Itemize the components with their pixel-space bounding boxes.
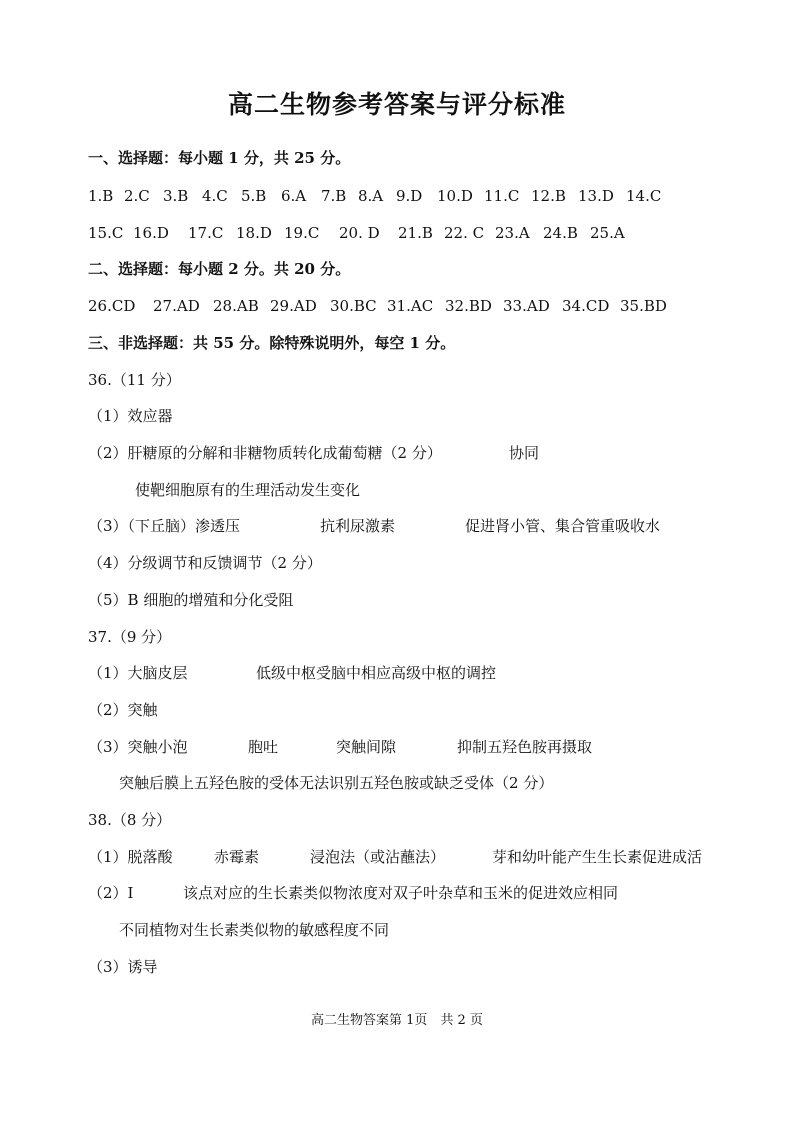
page-footer: 高二生物答案第 1页 共 2 页 [311, 1013, 483, 1028]
answer-item: 33.AD [503, 297, 550, 315]
q37-part1-answer1: （1）大脑皮层 [88, 664, 188, 682]
q38-part1-answer1: （1）脱落酸 [88, 848, 173, 866]
answer-item: 26.CD [88, 297, 136, 315]
answer-item: 2.C [124, 187, 150, 205]
q38-part2-answer3: 不同植物对生长素类似物的敏感程度不同 [119, 921, 390, 939]
q36-part2-answer3: 使靶细胞原有的生理活动发生变化 [135, 481, 361, 499]
answer-item: 13.D [578, 187, 614, 205]
q36-part2-answer2: 协同 [509, 444, 540, 462]
answer-item: 27.AD [153, 297, 200, 315]
answer-item: 15.C [88, 224, 124, 242]
section1-heading: 一、选择题：每小题 1 分，共 25 分。 [88, 149, 351, 167]
answer-item: 11.C [484, 187, 520, 205]
answer-item: 4.C [202, 187, 228, 205]
q36-part3-answer3: 促进肾小管、集合管重吸收水 [465, 517, 661, 535]
answer-item: 10.D [437, 187, 473, 205]
q37-part3-answer3: 突触间隙 [336, 738, 397, 756]
answer-item: 17.C [188, 224, 224, 242]
answer-item: 31.AC [387, 297, 434, 315]
q38-part2-answer2: 该点对应的生长素类似物浓度对双子叶杂草和玉米的促进效应相同 [183, 884, 619, 902]
answer-item: 23.A [495, 224, 530, 242]
q37-part3-answer5: 突触后膜上五羟色胺的受体无法识别五羟色胺或缺乏受体（2 分） [119, 774, 554, 792]
answer-item: 18.D [236, 224, 272, 242]
q37-part3-answer2: 胞吐 [248, 738, 279, 756]
q36-part3-answer2: 抗利尿激素 [320, 517, 396, 535]
answer-item: 1.B [88, 187, 114, 205]
answer-item: 5.B [241, 187, 267, 205]
q38-part1-answer3: 浸泡法（或沾蘸法） [310, 848, 446, 866]
answer-item: 32.BD [445, 297, 492, 315]
answer-item: 28.AB [213, 297, 259, 315]
q37-part2: （2）突触 [88, 701, 158, 719]
q38-part1-answer4: 芽和幼叶能产生生长素促进成活 [492, 848, 703, 866]
q36-part5: （5）B 细胞的增殖和分化受阻 [88, 591, 294, 609]
q38-header: 38.（8 分） [88, 811, 172, 829]
answer-item: 35.BD [620, 297, 667, 315]
page-title: 高二生物参考答案与评分标准 [227, 90, 566, 119]
q36-part2-answer1: （2）肝糖原的分解和非糖物质转化成葡萄糖（2 分） [88, 444, 442, 462]
q37-part3-answer4: 抑制五羟色胺再摄取 [457, 738, 593, 756]
section2-heading: 二、选择题：每小题 2 分。共 20 分。 [88, 260, 351, 278]
answer-item: 3.B [163, 187, 189, 205]
q36-header: 36.（11 分） [88, 371, 181, 389]
section3-heading: 三、非选择题：共 55 分。除特殊说明外，每空 1 分。 [88, 334, 456, 352]
answer-item: 22. C [444, 224, 485, 242]
answer-item: 20. D [339, 224, 380, 242]
q36-part3-answer1: （3）（下丘脑）渗透压 [88, 517, 241, 535]
answer-item: 14.C [626, 187, 662, 205]
answer-item: 21.B [398, 224, 433, 242]
answer-item: 6.A [281, 187, 307, 205]
q38-part1-answer2: 赤霉素 [214, 848, 260, 866]
answer-item: 9.D [396, 187, 423, 205]
q36-part1: （1）效应器 [88, 407, 173, 425]
q37-part1-answer2: 低级中枢受脑中相应高级中枢的调控 [256, 664, 497, 682]
answer-item: 12.B [531, 187, 566, 205]
answer-item: 29.AD [270, 297, 317, 315]
answer-item: 24.B [543, 224, 578, 242]
answer-item: 19.C [284, 224, 320, 242]
answer-item: 8.A [358, 187, 384, 205]
answer-item: 25.A [590, 224, 625, 242]
q38-part2-answer1: （2）I [88, 884, 134, 902]
q36-part4: （4）分级调节和反馈调节（2 分） [88, 554, 322, 572]
q37-part3-answer1: （3）突触小泡 [88, 738, 188, 756]
answer-item: 16.D [133, 224, 169, 242]
answer-item: 34.CD [562, 297, 610, 315]
q38-part3: （3）诱导 [88, 958, 158, 976]
answer-item: 7.B [321, 187, 347, 205]
q37-header: 37.（9 分） [88, 628, 172, 646]
answer-item: 30.BC [330, 297, 377, 315]
